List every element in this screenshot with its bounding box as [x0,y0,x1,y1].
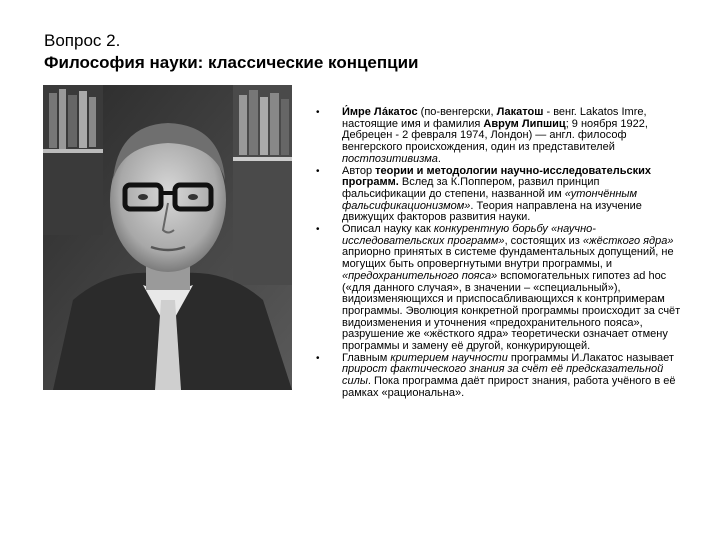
portrait-illustration [43,85,292,390]
bullet-list-container [316,107,684,400]
lakatos-real-name: Аврум Липшиц [483,117,566,130]
scientificity-criterion-term: критерием научности [390,351,508,364]
bullet-item-biography [316,107,684,166]
slide-title [44,30,419,74]
research-programs-theory: теории и методологии научно-исследовательских программ. [342,164,652,189]
text-fragment: Описал науку как [342,223,434,236]
text-fragment: ; 9 ноября 1922, Дебрецен - 2 февраля 1974, Лондон) — англ. философ венгерского происхождения, один из представителей [342,117,648,154]
bullet-list [316,107,684,400]
bullet-item-research-programs [316,166,684,225]
text-fragment: вспомогательных гипотез ad hoc («для данного случая», в значении – «специальный»), видоизменяющихся и приспосабливающихся к контрпримерам программы. Эволюция конкретной программы происходит за счёт видоизменения и уточнения «предохранительного пояса», разрушение же «жёсткого ядра» теоретически означает отмену программы и замену её другой, конкурирующей. [342,269,681,353]
text-fragment: Главным [342,351,391,364]
lakatos-hungarian-name: Лакатош [496,106,544,118]
protective-belt-term: «предохранительного пояса» [342,269,498,282]
text-fragment: . [437,152,441,165]
text-fragment: - венг. Lakatos Imre, настоящие имя и фамилия [342,106,647,130]
text-fragment: , состоящих из [504,234,583,247]
competitive-struggle-term: конкурентную борьбу «научно-исследовательских программ» [342,223,596,247]
portrait-photo [43,85,292,390]
sophisticated-falsificationism-term: «утончённым фальсификационизмом» [342,187,638,212]
text-fragment: Вслед за К.Поппером, развил принцип фальсификации до степени, названной им [342,176,600,200]
text-fragment: . Пока программа даёт прирост знания, работа учёного в её рамках «рациональна». [342,375,676,399]
title-question-number: Вопрос 2. [44,31,121,50]
text-fragment: программы И.Лакатос называет [507,351,674,364]
text-fragment: Автор [342,164,376,177]
bullet-marker: • [316,107,320,118]
text-fragment: (по-венгерски, [417,106,497,118]
text-fragment: априорно принятых в системе фундаментальных допущений, не могущих быть опровергнутыми внутри программы, и [342,246,674,271]
bullet-marker: • [316,352,320,364]
bullet-item-criterion [316,353,684,400]
lakatos-name: И́мре Ла́катос [342,106,418,118]
bullet-item-hard-core [316,224,684,353]
knowledge-growth-term: прирост фактического знания за счёт её предсказательной силы [342,363,664,388]
bullet-marker: • [316,165,320,177]
bullet-marker: • [316,224,320,236]
text-fragment: . Теория направлена на изучение движущих факторов развития науки. [342,199,642,224]
title-topic: Философия науки: классические концепции [44,53,419,72]
postpositivism-term: постпозитивизма [342,152,438,165]
hard-core-term: «жёсткого ядра» [582,234,674,247]
